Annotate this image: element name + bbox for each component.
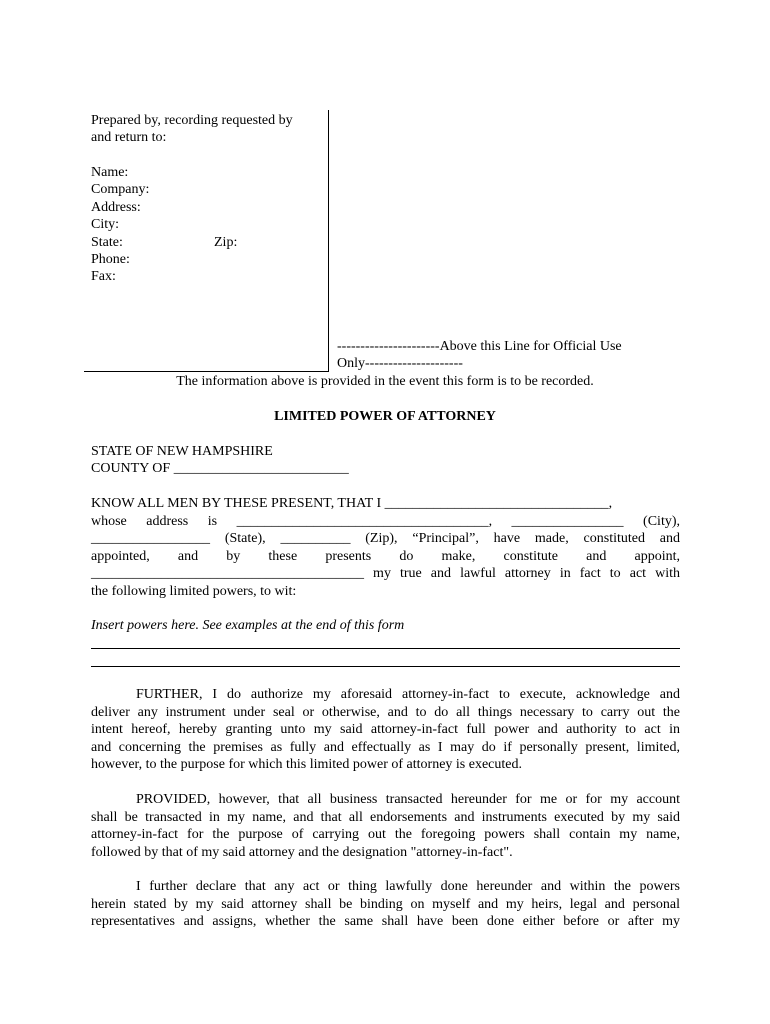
state-line: STATE OF NEW HAMPSHIRE bbox=[91, 444, 273, 459]
provided-line: followed by that of my said attorney and the designation "attorney-in-fact". bbox=[91, 844, 513, 860]
know-all-line: appointed, and by these presents do make, constitute and appoint, bbox=[91, 548, 680, 564]
company-label: Company: bbox=[91, 182, 150, 197]
provided-line: shall be transacted in my name, and that all endorsements and instruments executed by my said bbox=[91, 809, 680, 825]
box-divider-horizontal bbox=[84, 371, 329, 372]
provided-line: attorney-in-fact for the purpose of carrying out the foregoing powers shall contain my name, bbox=[91, 827, 680, 842]
know-all-line: _________________ (State), __________ (Zip), “Principal”, have made, constituted and bbox=[91, 531, 680, 546]
know-all-line: whose address is ____________________________________, ________________ (City), bbox=[91, 513, 680, 529]
fax-label: Fax: bbox=[91, 269, 116, 284]
recorded-note: The information above is provided in the event this form is to be recorded. bbox=[176, 374, 594, 389]
know-all-paragraph bbox=[91, 495, 680, 600]
know-all-line: _______________________________________ my true and lawful attorney in fact to act with bbox=[91, 566, 680, 581]
zip-label: Zip: bbox=[214, 235, 238, 250]
further-paragraph bbox=[91, 686, 680, 774]
declare-line: representatives and assigns, whether the same shall have been done either before or after my bbox=[91, 914, 680, 929]
box-divider-vertical bbox=[328, 110, 329, 372]
further-line: deliver any instrument under seal or otherwise, and to do all things necessary to carry out the bbox=[91, 704, 680, 720]
insert-powers-note: Insert powers here. See examples at the end of this form bbox=[91, 618, 405, 633]
prepared-by-line2: and return to: bbox=[91, 130, 167, 145]
official-use-line1: ----------------------Above this Line for Official Use bbox=[337, 339, 622, 354]
further-line: however, to the purpose for which this limited power of attorney is executed. bbox=[91, 757, 522, 772]
powers-blank-line bbox=[91, 648, 680, 649]
phone-label: Phone: bbox=[91, 252, 130, 267]
official-use-line2: Only--------------------- bbox=[337, 356, 463, 371]
provided-line: PROVIDED, however, that all business transacted hereunder for me or for my account bbox=[136, 792, 680, 807]
further-line: intent hereof, hereby granting unto my said attorney-in-fact full power and authority to act in bbox=[91, 722, 680, 737]
declare-line: herein stated by my said attorney shall be binding on myself and my heirs, legal and personal bbox=[91, 896, 680, 912]
powers-blank-line bbox=[91, 666, 680, 667]
document-title: LIMITED POWER OF ATTORNEY bbox=[274, 409, 496, 424]
know-all-line: KNOW ALL MEN BY THESE PRESENT, THAT I ________________________________, bbox=[91, 496, 613, 511]
county-line: COUNTY OF _________________________ bbox=[91, 461, 349, 476]
name-label: Name: bbox=[91, 165, 129, 180]
address-label: Address: bbox=[91, 200, 141, 215]
further-line: FURTHER, I do authorize my aforesaid attorney-in-fact to execute, acknowledge and bbox=[136, 687, 680, 702]
know-all-line: the following limited powers, to wit: bbox=[91, 583, 297, 599]
state-label: State: bbox=[91, 235, 123, 250]
city-label: City: bbox=[91, 217, 120, 232]
further-line: and concerning the premises as fully and effectually as I may do if personally present, limited, bbox=[91, 739, 680, 755]
provided-paragraph bbox=[91, 791, 680, 861]
declare-paragraph bbox=[91, 878, 680, 931]
prepared-by-line1: Prepared by, recording requested by bbox=[91, 113, 293, 128]
declare-line: I further declare that any act or thing lawfully done hereunder and within the powers bbox=[136, 879, 680, 894]
